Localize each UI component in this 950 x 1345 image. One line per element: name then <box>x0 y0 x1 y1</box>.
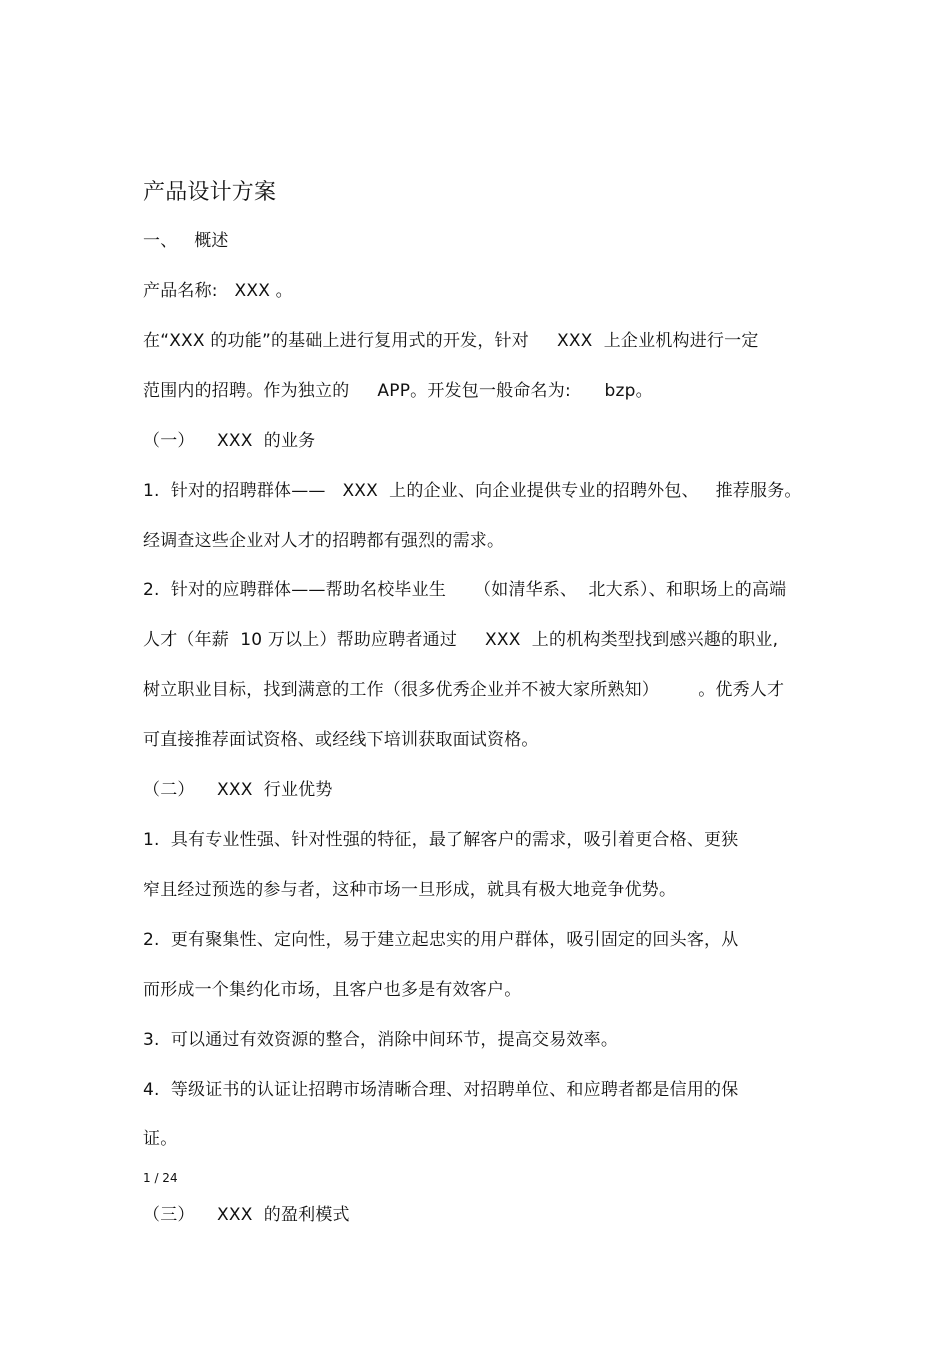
list-item-line: 证。 <box>143 1129 178 1149</box>
paragraph-line: 范围内的招聘。作为独立的 APP。开发包一般命名为: bzp。 <box>143 381 653 401</box>
paragraph-line: 在“XXX 的功能”的基础上进行复用式的开发，针对 XXX 上企业机构进行一定 <box>143 331 759 351</box>
list-item-line: 3. 可以通过有效资源的整合，消除中间环节，提高交易效率。 <box>143 1030 619 1050</box>
list-item-line: 人才（年薪 10 万以上）帮助应聘者通过 XXX 上的机构类型找到感兴趣的职业, <box>143 630 779 650</box>
list-item-line: 4. 等级证书的认证让招聘市场清晰合理、对招聘单位、和应聘者都是信用的保 <box>143 1080 739 1100</box>
list-item-line: 2. 更有聚集性、定向性，易于建立起忠实的用户群体，吸引固定的回头客，从 <box>143 930 739 950</box>
product-name-line: 产品名称: XXX 。 <box>143 281 293 301</box>
subsection-heading-profit-model: （三） XXX 的盈利模式 <box>143 1205 350 1225</box>
list-item-line: 而形成一个集约化市场，且客户也多是有效客户。 <box>143 980 522 1000</box>
subsection-heading-business: （一） XXX 的业务 <box>143 431 316 451</box>
section-heading-overview: 一、 概述 <box>143 231 229 251</box>
list-item-line: 2. 针对的应聘群体——帮助名校毕业生 （如清华系、 北大系）、和职场上的高端 <box>143 580 787 600</box>
subsection-heading-advantages: （二） XXX 行业优势 <box>143 780 333 800</box>
list-item-line: 经调查这些企业对人才的招聘都有强烈的需求。 <box>143 531 505 551</box>
document-title: 产品设计方案 <box>143 180 277 205</box>
list-item-line: 可直接推荐面试资格、或经线下培训获取面试资格。 <box>143 730 539 750</box>
list-item-line: 树立职业目标，找到满意的工作（很多优秀企业并不被大家所熟知） 。优秀人才 <box>143 680 785 700</box>
list-item-line: 1. 针对的招聘群体—— XXX 上的企业、向企业提供专业的招聘外包、 推荐服务。 <box>143 481 802 501</box>
list-item-line: 1. 具有专业性强、针对性强的特征，最了解客户的需求，吸引着更合格、更狭 <box>143 830 739 850</box>
page-number: 1 / 24 <box>143 1171 178 1185</box>
list-item-line: 窄且经过预选的参与者，这种市场一旦形成，就具有极大地竞争优势。 <box>143 880 677 900</box>
